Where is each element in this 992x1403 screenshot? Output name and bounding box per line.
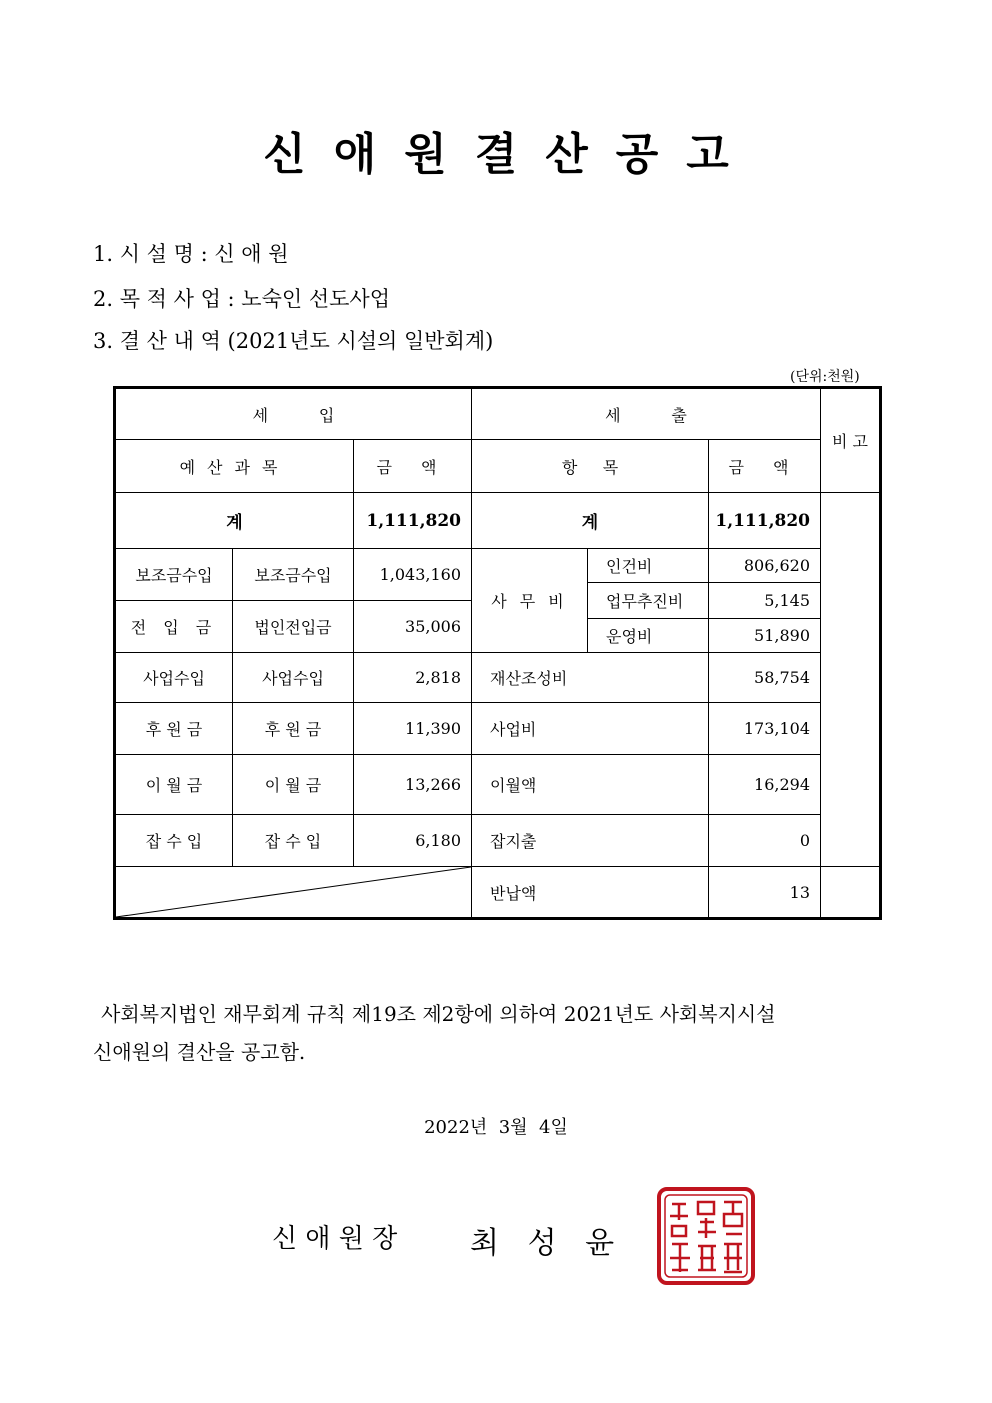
income-cat: 보조금수입	[115, 549, 233, 601]
settlement-line: 3. 결 산 내 역 (2021년도 시설의 일반회계)	[93, 329, 494, 353]
note-cell	[821, 493, 881, 867]
expense-item: 반납액	[472, 867, 709, 919]
unit-label: (단위:천원)	[790, 369, 860, 385]
budget-item-header: 예산과목	[115, 440, 354, 493]
total-label-2: 계	[472, 493, 709, 549]
office-item-amount: 806,620	[709, 549, 821, 583]
income-sub: 사업수입	[233, 653, 354, 703]
income-amount: 13,266	[354, 755, 472, 815]
official-seal-icon	[656, 1186, 756, 1286]
income-sub: 후 원 금	[233, 703, 354, 755]
income-sub: 이 월 금	[233, 755, 354, 815]
facility-name-line: 1. 시 설 명 : 신 애 원	[93, 242, 289, 266]
expense-item: 잡지출	[472, 815, 709, 867]
signer-title: 신 애 원 장	[272, 1224, 398, 1254]
expense-item: 이월액	[472, 755, 709, 815]
expense-item: 재산조성비	[472, 653, 709, 703]
office-item: 인건비	[588, 549, 709, 583]
purpose-line: 2. 목 적 사 업 : 노숙인 선도사업	[93, 287, 390, 311]
income-amount: 1,043,160	[354, 549, 472, 601]
amount-header-2: 금 액	[709, 440, 821, 493]
income-sub: 법인전입금	[233, 601, 354, 653]
expense-amount: 173,104	[709, 703, 821, 755]
income-cat: 전 입 금	[115, 601, 233, 653]
expense-amount: 16,294	[709, 755, 821, 815]
office-item-amount: 51,890	[709, 619, 821, 653]
office-item-amount: 5,145	[709, 583, 821, 619]
note-header: 비 고	[821, 388, 881, 493]
expense-amount: 13	[709, 867, 821, 919]
income-cat: 후 원 금	[115, 703, 233, 755]
total-income: 1,111,820	[354, 493, 472, 549]
income-amount: 35,006	[354, 601, 472, 653]
income-sub: 잡 수 입	[233, 815, 354, 867]
total-expense: 1,111,820	[709, 493, 821, 549]
paragraph-line-1: 사회복지법인 재무회계 규칙 제19조 제2항에 의하여 2021년도 사회복지시설	[101, 1002, 776, 1026]
office-item: 업무추진비	[588, 583, 709, 619]
income-cat: 사업수입	[115, 653, 233, 703]
diagonal-line	[116, 867, 471, 917]
page-title: 신애원결산공고	[263, 129, 757, 180]
income-cat: 잡 수 입	[115, 815, 233, 867]
expense-amount: 58,754	[709, 653, 821, 703]
income-sub: 보조금수입	[233, 549, 354, 601]
income-amount: 6,180	[354, 815, 472, 867]
income-amount: 11,390	[354, 703, 472, 755]
expense-item: 사업비	[472, 703, 709, 755]
empty-diagonal-cell	[115, 867, 472, 919]
announcement-paragraph	[93, 995, 933, 1071]
office-expense-label: 사 무 비	[472, 549, 588, 653]
amount-header: 금 액	[354, 440, 472, 493]
office-item: 운영비	[588, 619, 709, 653]
income-amount: 2,818	[354, 653, 472, 703]
expense-header: 세 출	[472, 388, 821, 440]
income-header: 세 입	[115, 388, 472, 440]
total-label: 계	[115, 493, 354, 549]
note-cell-last	[821, 867, 881, 919]
item-header: 항 목	[472, 440, 709, 493]
income-cat: 이 월 금	[115, 755, 233, 815]
announcement-date: 2022년 3월 4일	[424, 1117, 568, 1138]
paragraph-line-2: 신애원의 결산을 공고함.	[93, 1040, 306, 1064]
signer-name: 최 성 윤	[470, 1226, 615, 1261]
settlement-table	[113, 386, 882, 920]
expense-amount: 0	[709, 815, 821, 867]
